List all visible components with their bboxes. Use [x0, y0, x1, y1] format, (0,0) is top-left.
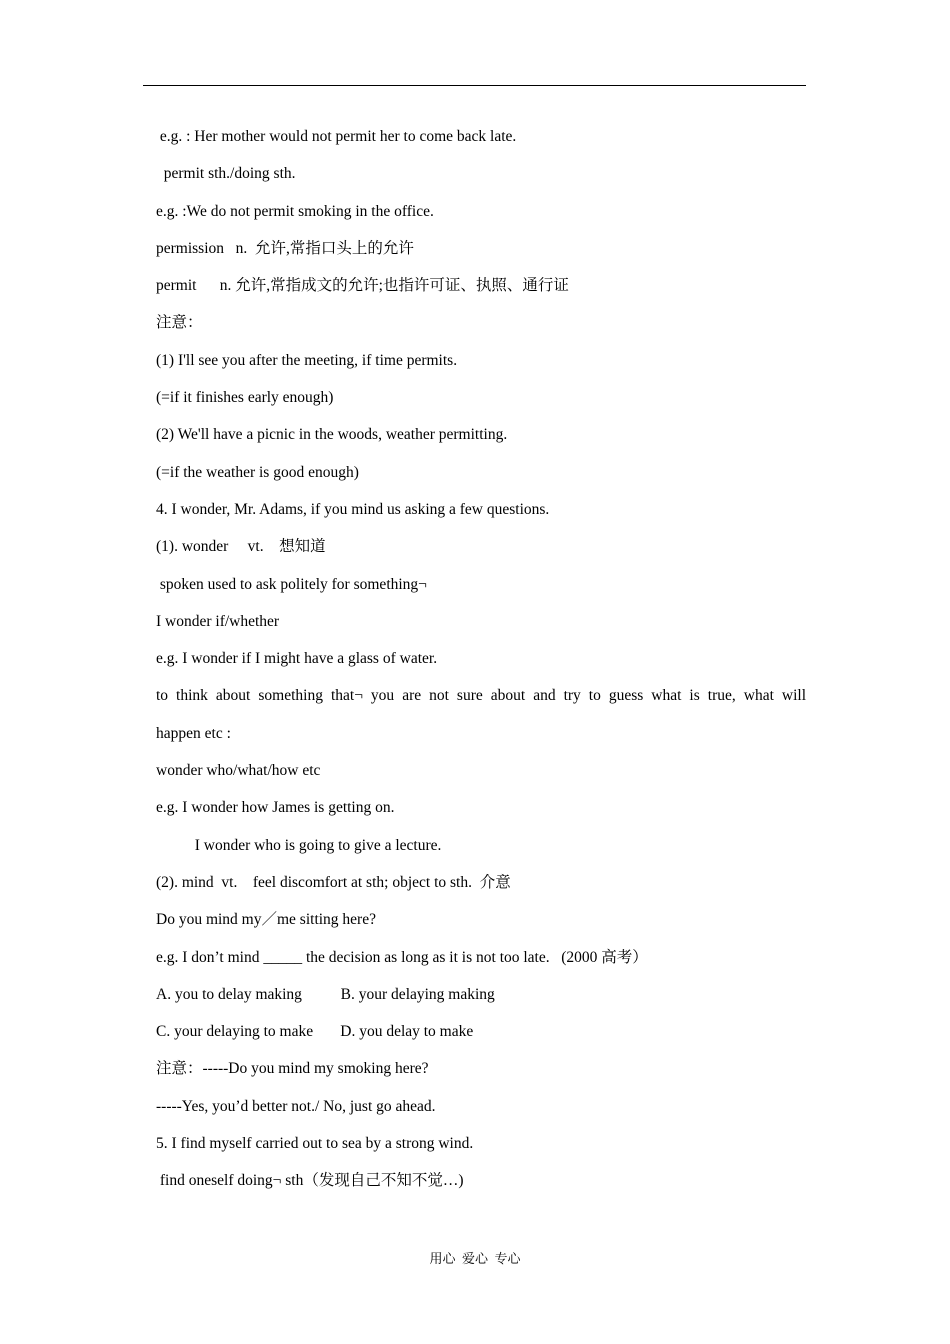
text-line: happen etc : — [156, 724, 231, 742]
text-line: (2) We'll have a picnic in the woods, weather permitting. — [156, 426, 508, 444]
text-line: C. your delaying to make D. you delay to make — [156, 1023, 474, 1041]
text-line: e.g. I don’t mind _____ the decision as long as it is not too late. (2000 高考） — [156, 948, 648, 966]
text-line: 注意： — [156, 314, 203, 332]
text-line: permit sth./doing sth. — [156, 165, 296, 183]
text-line: e.g. I wonder how James is getting on. — [156, 799, 395, 817]
page-footer: 用心 爱心 专心 — [429, 1251, 521, 1266]
text-line: I wonder if/whether — [156, 612, 280, 630]
document-body — [156, 118, 806, 1200]
text-line: e.g. I wonder if I might have a glass of water. — [156, 650, 438, 668]
text-line: (1). wonder vt. 想知道 — [156, 538, 326, 556]
text-line: e.g. : Her mother would not permit her to come back late. — [156, 128, 517, 145]
text-line: A. you to delay making B. your delaying making — [156, 985, 495, 1003]
text-line: e.g. :We do not permit smoking in the office. — [156, 202, 434, 220]
text-line: (=if it finishes early enough) — [156, 389, 334, 407]
text-line: Do you mind my／me sitting here? — [156, 911, 376, 929]
text-line: wonder who/what/how etc — [156, 762, 321, 780]
text-line: 注意：-----Do you mind my smoking here? — [156, 1060, 429, 1078]
text-line: 5. I find myself carried out to sea by a strong wind. — [156, 1135, 474, 1153]
text-line: permit n. 允许,常指成文的允许;也指许可证、执照、通行证 — [156, 277, 569, 295]
header-rule — [143, 85, 806, 86]
text-line: find oneself doing¬ sth（发现自己不知不觉…) — [156, 1172, 464, 1190]
text-line: spoken used to ask politely for something¬ — [156, 575, 427, 593]
text-line: 4. I wonder, Mr. Adams, if you mind us asking a few questions. — [156, 500, 550, 518]
text-line: permission n. 允许,常指口头上的允许 — [156, 239, 414, 257]
text-line: (1) I'll see you after the meeting, if time permits. — [156, 351, 458, 369]
text-line: -----Yes, you’d better not./ No, just go ahead. — [156, 1097, 436, 1115]
text-line: (2). mind vt. feel discomfort at sth; object to sth. 介意 — [156, 873, 511, 891]
text-line: to think about something that¬ you are not sure about and try to guess what is true, what will — [156, 687, 806, 705]
text-line: (=if the weather is good enough) — [156, 463, 359, 481]
text-line: I wonder who is going to give a lecture. — [156, 836, 442, 854]
